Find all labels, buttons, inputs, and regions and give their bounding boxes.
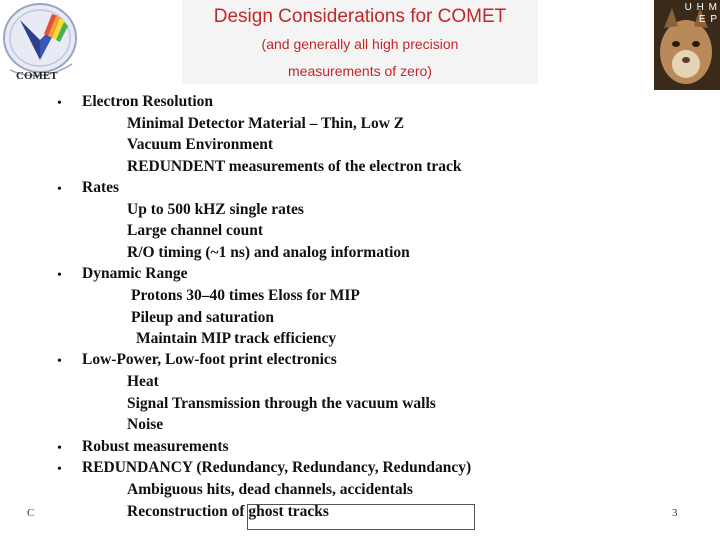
slide-number: 3 [672,507,678,519]
sub-item: Up to 500 kHZ single rates [127,201,304,218]
sub-item: Signal Transmission through the vacuum walls [127,395,436,412]
sub-item: Large channel count [127,222,264,239]
bullet-marker: • [57,354,62,369]
bullet-robust-measurements: Robust measurements [82,438,229,455]
sub-item: Minimal Detector Material – Thin, Low Z [127,115,405,132]
footer-left-text: C [27,507,35,519]
bullet-dynamic-range: Dynamic Range [82,265,188,282]
sub-item: Noise [127,416,164,433]
sub-item: R/O timing (~1 ns) and analog information [127,244,410,261]
sub-item: Pileup and saturation [131,309,274,326]
bullet-marker: • [57,182,62,197]
slide-header [182,0,538,84]
slide-subtitle-line2: measurements of zero) [288,63,432,79]
sub-item: REDUNDENT measurements of the electron track [127,158,462,175]
sub-item: Maintain MIP track efficiency [136,330,337,347]
bullet-redundancy: REDUNDANCY (Redundancy, Redundancy, Redundancy) [82,459,472,476]
slide-subtitle-line1: (and generally all high precision [261,36,459,52]
sub-item: Ambiguous hits, dead channels, accidentals [127,481,413,498]
bullet-marker: • [57,462,62,477]
sub-item: Reconstruction of ghost tracks [127,503,329,520]
bullet-electron-resolution: Electron Resolution [82,93,214,110]
sub-item: Vacuum Environment [127,136,273,153]
sub-item: Protons 30–40 times Eloss for MIP [131,287,360,304]
bullet-marker: • [57,441,62,456]
bullet-low-power: Low-Power, Low-foot print electronics [82,351,337,368]
slide-content [48,92,664,524]
comet-logo-label: COMET [16,70,58,82]
footer-box [247,504,475,530]
uhmep-logo [654,0,720,90]
uhmep-logo-text: U H M E P [684,2,718,25]
bullet-marker: • [57,268,62,283]
slide-title: Design Considerations for COMET [213,6,507,27]
bullet-rates: Rates [82,179,120,196]
bullet-marker: • [57,96,62,111]
sub-item: Heat [127,373,159,390]
